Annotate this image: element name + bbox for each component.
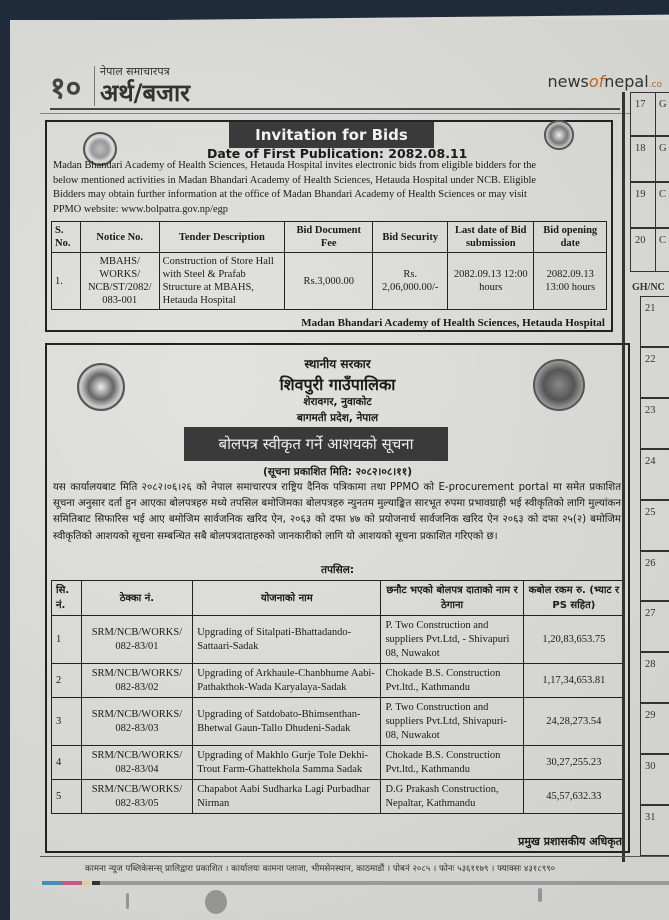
strip-row bbox=[640, 652, 669, 703]
strip-row bbox=[640, 703, 669, 754]
cell-amount: 30,27,255.23 bbox=[523, 746, 624, 780]
row-letter: C bbox=[659, 189, 667, 200]
cell-bidder: Chokade B.S. Construction Pvt.ltd., Kathmandu bbox=[381, 746, 523, 780]
body-line: Madan Bhandari Academy of Health Sciences, Hetauda Hospital invites electronic bids from eligible bidders for the bbox=[53, 160, 537, 171]
print-registration-magenta bbox=[62, 881, 82, 885]
row-number: 22 bbox=[645, 353, 656, 365]
col-project-name: योजनाको नाम bbox=[193, 581, 381, 616]
cell-divider bbox=[655, 137, 656, 181]
cell-divider bbox=[655, 93, 656, 135]
col-opening-date: Bid opening date bbox=[534, 222, 607, 253]
cell-sno: 1 bbox=[52, 616, 82, 664]
cell-project-name: Upgrading of Sitalpati-Bhattadando-Sattaari-Sadak bbox=[193, 616, 381, 664]
strip-row bbox=[640, 754, 669, 805]
notice-signature: प्रमुख प्रशासकीय अधिकृत bbox=[518, 835, 622, 848]
row-number: 20 bbox=[635, 235, 646, 246]
cell-last-date: 2082.09.13 12:00 hours bbox=[448, 253, 534, 310]
letter-of-intent-notice bbox=[45, 343, 630, 853]
strip-row bbox=[640, 449, 669, 500]
cell-project-name: Upgrading of Satdobato-Bhimsenthan-Bhetwal Gaun-Tallo Dhudeni-Sadak bbox=[193, 698, 381, 746]
row-number: 28 bbox=[645, 659, 656, 671]
cell-project-name: Upgrading of Arkhaule-Chanbhume Aabi-Pathakthok-Wada Karyalaya-Sadak bbox=[193, 664, 381, 698]
cell-sno: 2 bbox=[52, 664, 82, 698]
section-title: अर्थ/बजार bbox=[100, 79, 190, 107]
cell-bidder: Chokade B.S. Construction Pvt.ltd., Kathmandu bbox=[381, 664, 523, 698]
table-row bbox=[52, 746, 625, 780]
page-header bbox=[50, 56, 669, 116]
details-label: तपसिल: bbox=[320, 564, 355, 576]
cell-divider bbox=[655, 229, 656, 271]
col-doc-fee: Bid Document Fee bbox=[285, 222, 373, 253]
ink-mark bbox=[538, 888, 542, 902]
row-number: 21 bbox=[645, 303, 656, 314]
cell-sno: 1. bbox=[52, 253, 81, 310]
table-header-row bbox=[52, 581, 625, 616]
strip-row bbox=[630, 182, 669, 228]
cell-contract-no: SRM/NCB/WORKS/ 082-83/02 bbox=[81, 664, 193, 698]
cell-contract-no: SRM/NCB/WORKS/ 082-83/03 bbox=[81, 698, 193, 746]
municipality-name: शिवपुरी गाउँपालिका bbox=[279, 375, 396, 394]
row-number: 24 bbox=[645, 455, 656, 467]
print-registration-cyan bbox=[42, 881, 62, 885]
row-number: 31 bbox=[645, 812, 656, 824]
publisher-footer: कामना न्यूज पब्लिकेसन्स् प्रालिद्वारा प्रकाशित । कार्यालयः कामना प्लाजा, भीमसेनस्थान, काठमाडौं । पोबनं २०८५ । फोनः ५३६११७९ । फ्याक्सः ४३१८९९० bbox=[85, 864, 556, 874]
cell-description: Construction of Store Hall with Steel & Prafab Structure at MBAHS, Hetauda Hospital bbox=[159, 253, 284, 310]
header-rule bbox=[50, 108, 620, 110]
nepal-emblem-icon bbox=[544, 120, 574, 150]
table-row bbox=[52, 698, 625, 746]
cell-security: Rs. 2,06,000.00/- bbox=[373, 253, 448, 310]
cell-contract-no: SRM/NCB/WORKS/ 082-83/05 bbox=[81, 780, 193, 814]
col-description: Tender Description bbox=[159, 222, 284, 253]
cell-project-name: Upgrading of Makhlo Gurje Tole Dekhi-Trout Farm-Ghattekhola Samma Sadak bbox=[193, 746, 381, 780]
cell-amount: 45,57,632.33 bbox=[523, 780, 624, 814]
ink-blot bbox=[205, 890, 227, 914]
row-number: 30 bbox=[645, 761, 656, 773]
row-letter: C bbox=[659, 235, 667, 246]
col-last-date: Last date of Bid submission bbox=[448, 222, 534, 253]
cell-amount: 1,17,34,653.81 bbox=[523, 664, 624, 698]
notice-signature: Madan Bhandari Academy of Health Sciences, Hetauda Hospital bbox=[301, 317, 605, 329]
strip-row bbox=[630, 228, 669, 272]
local-government-label: स्थानीय सरकार bbox=[304, 357, 371, 371]
col-bidder: छनौट भएको बोलपत्र दाताको नाम र ठेगाना bbox=[381, 581, 523, 616]
footer-rule bbox=[40, 856, 669, 857]
row-letter: G bbox=[659, 143, 667, 154]
strip-row bbox=[640, 347, 669, 398]
ink-mark bbox=[126, 893, 129, 909]
strip-row bbox=[630, 92, 669, 136]
group-label: GH/NC bbox=[632, 282, 665, 293]
table-row bbox=[52, 253, 607, 310]
body-line: Bidders may obtain further information at the office of Madan Bhandari Academy of Health Sciences or may visit bbox=[53, 189, 527, 200]
brand-tld: .co bbox=[648, 80, 662, 90]
strip-row bbox=[640, 398, 669, 449]
strip-row bbox=[640, 551, 669, 602]
notice-banner: बोलपत्र स्वीकृत गर्ने आशयको सूचना bbox=[184, 427, 448, 461]
brand-logo bbox=[547, 72, 662, 91]
body-line: below mentioned activities in Madan Bhandari Academy of Health Sciences, Hetauda Hospital under NCB. Eligible bbox=[53, 174, 537, 186]
strip-row bbox=[640, 805, 669, 856]
strip-row bbox=[640, 500, 669, 551]
cell-sno: 5 bbox=[52, 780, 82, 814]
col-notice-no: Notice No. bbox=[80, 222, 159, 253]
row-letter: G bbox=[659, 99, 667, 110]
table-row bbox=[52, 780, 625, 814]
cell-doc-fee: Rs.3,000.00 bbox=[285, 253, 373, 310]
notice-body bbox=[53, 159, 608, 217]
bids-table bbox=[51, 221, 607, 310]
body-line: PPMO website: www.bolpatra.gov.np/egp bbox=[53, 203, 228, 215]
table-row bbox=[52, 664, 625, 698]
publication-date: Date of First Publication: 2082.08.11 bbox=[207, 146, 468, 161]
footer-gray-band bbox=[100, 881, 669, 885]
col-sno: सि. नं. bbox=[52, 581, 82, 616]
notice-title: Invitation for Bids bbox=[229, 122, 434, 148]
cell-opening-date: 2082.09.13 13:00 hours bbox=[534, 253, 607, 310]
cell-amount: 1,20,83,653.75 bbox=[523, 616, 624, 664]
province-label: बागमती प्रदेश, नेपाल bbox=[296, 412, 379, 424]
row-number: 26 bbox=[645, 557, 656, 569]
column-divider bbox=[622, 92, 625, 862]
cell-amount: 24,28,273.54 bbox=[523, 698, 624, 746]
cell-bidder: P. Two Construction and suppliers Pvt.Ltd, - Shivapuri 08, Nuwakot bbox=[381, 616, 523, 664]
col-sno: S. No. bbox=[52, 222, 81, 253]
notice-body: यस कार्यालयबाट मिति २०८२।०६।२६ को नेपाल समाचारपत्र राष्ट्रिय दैनिक पत्रिकामा तथा PPMO को E-procurement portal मा समेत प्रकाशित सूचना अनुसार दर्ता हुन आएका बोलपत्रहरु मध्ये तपसिल बमोजिमका बोलपत्रहरु न्युनतम मुल्याङ्कित सारभूत रुपमा प्रभावग्राही भई स्वीकृतिको लागि मुल्यांकन समितिबाट सिफारिस भई आए बमोजिम सार्वजनिक खरिद ऐन, २०६३ को दफा ४७ को प्रयोजनार्थ सार्वजनिक खरिद ऐन २०६३ को दफा २५(२) बमोजिम स्वीकृतिको आशयको सूचना सम्बन्धित सबै बोलपत्रदाताहरुको जानकारीको लागि यो आशयको सूचना प्रकाशित गरिएको छ। bbox=[53, 482, 621, 542]
cell-project-name: Chapabot Aabi Sudharka Lagi Purbadhar Nirman bbox=[193, 780, 381, 814]
row-number: 18 bbox=[635, 143, 646, 154]
table-header-row bbox=[52, 222, 607, 253]
col-security: Bid Security bbox=[373, 222, 448, 253]
cell-sno: 4 bbox=[52, 746, 82, 780]
header-rule-thin bbox=[40, 113, 630, 114]
cell-contract-no: SRM/NCB/WORKS/ 082-83/01 bbox=[81, 616, 193, 664]
row-number: 23 bbox=[645, 404, 656, 416]
cell-bidder: D.G Prakash Construction, Nepaltar, Kathmandu bbox=[381, 780, 523, 814]
page-number: १० bbox=[50, 71, 82, 106]
cell-bidder: P. Two Construction and suppliers Pvt.Ltd, Shivapuri-08, Nuwakot bbox=[381, 698, 523, 746]
col-amount: कबोल रकम रु. (भ्याट र PS सहित) bbox=[523, 581, 624, 616]
invitation-for-bids-notice bbox=[45, 120, 613, 332]
header-separator bbox=[94, 66, 95, 106]
newspaper-name: नेपाल समाचारपत्र bbox=[100, 65, 170, 78]
publication-date: (सूचना प्रकाशित मिति: २०८२।०८।११) bbox=[262, 466, 413, 478]
strip-row bbox=[630, 136, 669, 182]
strip-row bbox=[640, 601, 669, 652]
cell-sno: 3 bbox=[52, 698, 82, 746]
brand-prefix: news bbox=[547, 72, 589, 91]
brand-of: of bbox=[588, 72, 605, 91]
municipality-address: शेरावगर, नुवाकोट bbox=[303, 396, 372, 408]
adjacent-column-strip-lower bbox=[640, 296, 669, 856]
col-contract-no: ठेक्का नं. bbox=[81, 581, 193, 616]
table-row bbox=[52, 616, 625, 664]
selected-bidders-table bbox=[51, 580, 625, 814]
print-registration-yellow bbox=[82, 881, 90, 885]
cell-contract-no: SRM/NCB/WORKS/ 082-83/04 bbox=[81, 746, 193, 780]
row-number: 19 bbox=[635, 189, 646, 200]
cell-divider bbox=[655, 183, 656, 227]
brand-suffix: nepal bbox=[604, 72, 649, 91]
row-number: 17 bbox=[635, 99, 646, 110]
strip-row bbox=[640, 296, 669, 347]
row-number: 29 bbox=[645, 710, 656, 722]
cell-notice-no: MBAHS/ WORKS/ NCB/ST/2082/ 083-001 bbox=[80, 253, 159, 310]
row-number: 27 bbox=[645, 608, 656, 620]
row-number: 25 bbox=[645, 506, 656, 518]
